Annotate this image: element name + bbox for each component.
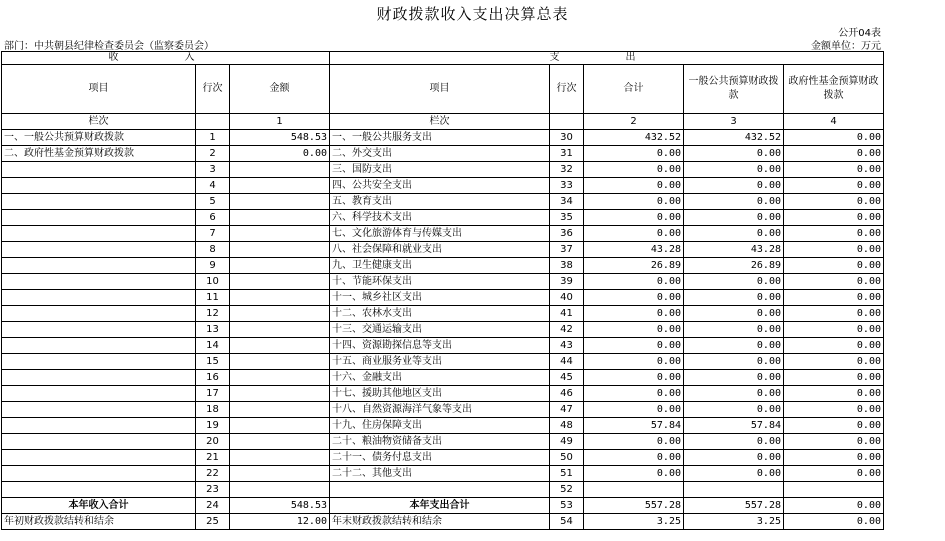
- income-item-cell: [2, 226, 196, 242]
- expense-item-cell: 十一、城乡社区支出: [330, 290, 550, 306]
- expense-item-cell: 五、教育支出: [330, 194, 550, 210]
- table-row: [2, 290, 884, 306]
- income-line-cell: 21: [196, 450, 230, 466]
- income-line-cell: 23: [196, 482, 230, 498]
- department-label: 部门：中共朝县纪律检查委员会（监察委员会）: [4, 41, 214, 52]
- total-cell: 0.00: [584, 290, 684, 306]
- total-cell: 3.25: [584, 514, 684, 530]
- total-cell: 0.00: [584, 354, 684, 370]
- total-cell: 0.00: [584, 338, 684, 354]
- expense-line-cell: 53: [550, 498, 584, 514]
- income-item-cell: [2, 450, 196, 466]
- income-amount-cell: [230, 258, 330, 274]
- income-item-cell: [2, 434, 196, 450]
- general-budget-cell: 3.25: [684, 514, 784, 530]
- gov-fund-cell: 0.00: [784, 402, 884, 418]
- income-line-cell: 13: [196, 322, 230, 338]
- table-row: [2, 354, 884, 370]
- expense-line-cell: 38: [550, 258, 584, 274]
- income-line-cell: 17: [196, 386, 230, 402]
- table-row: [2, 402, 884, 418]
- income-item-cell: 一、一般公共预算财政拨款: [2, 130, 196, 146]
- income-item-cell: [2, 290, 196, 306]
- expense-line-cell: 40: [550, 290, 584, 306]
- income-amount-cell: [230, 402, 330, 418]
- expense-item-cell: 十二、农林水支出: [330, 306, 550, 322]
- income-line-cell: 12: [196, 306, 230, 322]
- income-amount-index: 1: [230, 114, 330, 130]
- table-row: [2, 338, 884, 354]
- gov-fund-cell: 0.00: [784, 386, 884, 402]
- income-amount-cell: [230, 274, 330, 290]
- expense-item-cell: 十八、自然资源海洋气象等支出: [330, 402, 550, 418]
- income-item-cell: [2, 370, 196, 386]
- total-cell: 557.28: [584, 498, 684, 514]
- gov-fund-cell: 0.00: [784, 498, 884, 514]
- table-row: [2, 226, 884, 242]
- column-index-row: [2, 114, 884, 130]
- income-line-cell: 6: [196, 210, 230, 226]
- expense-line-cell: 34: [550, 194, 584, 210]
- income-line-cell: 8: [196, 242, 230, 258]
- general-budget-cell: 0.00: [684, 146, 784, 162]
- total-cell: 432.52: [584, 130, 684, 146]
- general-budget-cell: 432.52: [684, 130, 784, 146]
- income-line-cell: 15: [196, 354, 230, 370]
- income-section-header: 收 入: [2, 52, 330, 65]
- income-column-label: 栏次: [2, 114, 196, 130]
- table-row: [2, 450, 884, 466]
- total-cell: 0.00: [584, 226, 684, 242]
- income-amount-cell: [230, 354, 330, 370]
- total-cell: 0.00: [584, 370, 684, 386]
- income-item-cell: [2, 322, 196, 338]
- expense-item-cell: 十七、援助其他地区支出: [330, 386, 550, 402]
- general-budget-cell: 0.00: [684, 322, 784, 338]
- unit-label: 金额单位：万元: [811, 41, 881, 52]
- income-amount-cell: [230, 178, 330, 194]
- gov-fund-cell: 0.00: [784, 306, 884, 322]
- expense-line-cell: 30: [550, 130, 584, 146]
- fiscal-summary-table: [1, 51, 884, 530]
- report-title: 财政拨款收入支出决算总表: [376, 5, 569, 23]
- income-amount-cell: [230, 338, 330, 354]
- gov-fund-cell: 0.00: [784, 338, 884, 354]
- income-item-cell: [2, 466, 196, 482]
- expense-item-cell: 二十、粮油物资储备支出: [330, 434, 550, 450]
- income-amount-cell: 548.53: [230, 498, 330, 514]
- income-line-cell: 16: [196, 370, 230, 386]
- expense-item-cell: 十五、商业服务业等支出: [330, 354, 550, 370]
- carryover-row: [2, 514, 884, 530]
- total-cell: 0.00: [584, 434, 684, 450]
- income-item-cell: 年初财政拨款结转和结余: [2, 514, 196, 530]
- expense-item-cell: 八、社会保障和就业支出: [330, 242, 550, 258]
- expense-line-cell: 50: [550, 450, 584, 466]
- income-amount-cell: [230, 322, 330, 338]
- expense-item-cell: [330, 482, 550, 498]
- expense-column-label: 栏次: [330, 114, 550, 130]
- gov-fund-cell: 0.00: [784, 370, 884, 386]
- income-line-cell: 2: [196, 146, 230, 162]
- expense-item-cell: 十三、交通运输支出: [330, 322, 550, 338]
- income-amount-cell: [230, 418, 330, 434]
- gov-fund-cell: 0.00: [784, 466, 884, 482]
- income-amount-cell: [230, 482, 330, 498]
- gov-fund-index: 4: [784, 114, 884, 130]
- expense-item-cell: 本年支出合计: [330, 498, 550, 514]
- income-item-cell: [2, 178, 196, 194]
- income-item-cell: [2, 210, 196, 226]
- table-row: [2, 146, 884, 162]
- section-header-row: [2, 52, 884, 65]
- table-row: [2, 162, 884, 178]
- table-row: [2, 130, 884, 146]
- expense-line-index: [550, 114, 584, 130]
- table-row: [2, 194, 884, 210]
- expense-item-cell: 十六、金融支出: [330, 370, 550, 386]
- general-budget-cell: 0.00: [684, 162, 784, 178]
- income-item-cell: [2, 482, 196, 498]
- income-amount-cell: [230, 242, 330, 258]
- expense-item-cell: 十、节能环保支出: [330, 274, 550, 290]
- table-row: [2, 242, 884, 258]
- expense-item-cell: 十九、住房保障支出: [330, 418, 550, 434]
- general-budget-cell: 57.84: [684, 418, 784, 434]
- expense-line-cell: 46: [550, 386, 584, 402]
- income-line-cell: 3: [196, 162, 230, 178]
- table-row: [2, 258, 884, 274]
- table-row: [2, 322, 884, 338]
- general-budget-cell: 0.00: [684, 194, 784, 210]
- income-item-cell: 本年收入合计: [2, 498, 196, 514]
- column-header-row: [2, 65, 884, 114]
- expense-line-cell: 47: [550, 402, 584, 418]
- expense-line-cell: 42: [550, 322, 584, 338]
- gov-fund-cell: 0.00: [784, 354, 884, 370]
- total-header: 合计: [584, 65, 684, 114]
- expense-line-cell: 48: [550, 418, 584, 434]
- expense-line-cell: 32: [550, 162, 584, 178]
- expense-line-cell: 45: [550, 370, 584, 386]
- income-item-cell: [2, 338, 196, 354]
- income-amount-cell: [230, 162, 330, 178]
- income-item-cell: [2, 354, 196, 370]
- income-amount-cell: [230, 386, 330, 402]
- income-amount-cell: [230, 434, 330, 450]
- expense-section-header: 支 出: [330, 52, 884, 65]
- general-budget-cell: 0.00: [684, 466, 784, 482]
- general-budget-header: 一般公共预算财政拨款: [684, 65, 784, 114]
- general-budget-cell: 0.00: [684, 210, 784, 226]
- expense-item-cell: 二十二、其他支出: [330, 466, 550, 482]
- total-cell: 0.00: [584, 162, 684, 178]
- form-number: 公开04表: [838, 28, 881, 39]
- expense-item-header: 项目: [330, 65, 550, 114]
- income-amount-cell: 12.00: [230, 514, 330, 530]
- general-budget-cell: 0.00: [684, 274, 784, 290]
- total-cell: 0.00: [584, 450, 684, 466]
- income-line-cell: 10: [196, 274, 230, 290]
- income-item-cell: [2, 274, 196, 290]
- general-budget-cell: 0.00: [684, 370, 784, 386]
- income-item-header: 项目: [2, 65, 196, 114]
- general-budget-cell: 0.00: [684, 434, 784, 450]
- gov-fund-cell: 0.00: [784, 434, 884, 450]
- expense-item-cell: 六、科学技术支出: [330, 210, 550, 226]
- expense-item-cell: 二十一、债务付息支出: [330, 450, 550, 466]
- income-line-header: 行次: [196, 65, 230, 114]
- total-cell: 0.00: [584, 274, 684, 290]
- table-row: [2, 386, 884, 402]
- income-line-cell: 9: [196, 258, 230, 274]
- total-cell: 57.84: [584, 418, 684, 434]
- income-line-cell: 20: [196, 434, 230, 450]
- income-line-cell: 25: [196, 514, 230, 530]
- table-row: [2, 418, 884, 434]
- table-row: [2, 370, 884, 386]
- expense-line-header: 行次: [550, 65, 584, 114]
- expense-line-cell: 49: [550, 434, 584, 450]
- income-line-cell: 11: [196, 290, 230, 306]
- income-amount-cell: [230, 194, 330, 210]
- income-item-cell: [2, 402, 196, 418]
- income-item-cell: [2, 386, 196, 402]
- table-row: [2, 274, 884, 290]
- income-line-cell: 22: [196, 466, 230, 482]
- income-line-cell: 4: [196, 178, 230, 194]
- total-cell: 0.00: [584, 402, 684, 418]
- income-line-cell: 19: [196, 418, 230, 434]
- gov-fund-cell: 0.00: [784, 242, 884, 258]
- gov-fund-cell: 0.00: [784, 210, 884, 226]
- general-budget-cell: 0.00: [684, 226, 784, 242]
- expense-line-cell: 36: [550, 226, 584, 242]
- income-item-cell: [2, 162, 196, 178]
- income-line-cell: 1: [196, 130, 230, 146]
- expense-line-cell: 41: [550, 306, 584, 322]
- expense-item-cell: 一、一般公共服务支出: [330, 130, 550, 146]
- total-cell: [584, 482, 684, 498]
- general-budget-cell: 0.00: [684, 402, 784, 418]
- total-cell: 0.00: [584, 306, 684, 322]
- table-row: [2, 178, 884, 194]
- income-amount-cell: 0.00: [230, 146, 330, 162]
- income-amount-cell: [230, 450, 330, 466]
- general-budget-cell: 43.28: [684, 242, 784, 258]
- table-row: [2, 210, 884, 226]
- general-budget-cell: 0.00: [684, 178, 784, 194]
- income-item-cell: [2, 194, 196, 210]
- expense-line-cell: 51: [550, 466, 584, 482]
- income-item-cell: 二、政府性基金预算财政拨款: [2, 146, 196, 162]
- income-amount-cell: [230, 210, 330, 226]
- gov-fund-cell: 0.00: [784, 450, 884, 466]
- total-cell: 0.00: [584, 322, 684, 338]
- income-line-cell: 18: [196, 402, 230, 418]
- income-line-cell: 5: [196, 194, 230, 210]
- total-cell: 0.00: [584, 466, 684, 482]
- income-amount-cell: [230, 466, 330, 482]
- total-cell: 26.89: [584, 258, 684, 274]
- gov-fund-budget-header: 政府性基金预算财政拨款: [784, 65, 884, 114]
- table-row: [2, 434, 884, 450]
- total-index: 2: [584, 114, 684, 130]
- gov-fund-cell: 0.00: [784, 178, 884, 194]
- expense-item-cell: 九、卫生健康支出: [330, 258, 550, 274]
- expense-line-cell: 33: [550, 178, 584, 194]
- expense-line-cell: 43: [550, 338, 584, 354]
- expense-item-cell: 七、文化旅游体育与传媒支出: [330, 226, 550, 242]
- general-budget-cell: 26.89: [684, 258, 784, 274]
- gov-fund-cell: 0.00: [784, 290, 884, 306]
- expense-line-cell: 31: [550, 146, 584, 162]
- table-row: [2, 306, 884, 322]
- income-line-cell: 14: [196, 338, 230, 354]
- expense-item-cell: 二、外交支出: [330, 146, 550, 162]
- income-line-cell: 24: [196, 498, 230, 514]
- expense-item-cell: 年末财政拨款结转和结余: [330, 514, 550, 530]
- general-budget-cell: 557.28: [684, 498, 784, 514]
- table-row: [2, 466, 884, 482]
- income-item-cell: [2, 418, 196, 434]
- gov-fund-cell: 0.00: [784, 194, 884, 210]
- gov-fund-cell: 0.00: [784, 162, 884, 178]
- gov-fund-cell: 0.00: [784, 226, 884, 242]
- income-item-cell: [2, 258, 196, 274]
- expense-item-cell: 十四、资源勘探信息等支出: [330, 338, 550, 354]
- general-budget-cell: 0.00: [684, 386, 784, 402]
- general-budget-cell: 0.00: [684, 338, 784, 354]
- gov-fund-cell: [784, 482, 884, 498]
- income-line-index: [196, 114, 230, 130]
- gov-fund-cell: 0.00: [784, 130, 884, 146]
- general-budget-cell: 0.00: [684, 354, 784, 370]
- expense-line-cell: 35: [550, 210, 584, 226]
- income-line-cell: 7: [196, 226, 230, 242]
- expense-line-cell: 39: [550, 274, 584, 290]
- income-amount-header: 金额: [230, 65, 330, 114]
- general-budget-index: 3: [684, 114, 784, 130]
- total-cell: 0.00: [584, 386, 684, 402]
- income-amount-cell: [230, 306, 330, 322]
- gov-fund-cell: 0.00: [784, 514, 884, 530]
- total-cell: 0.00: [584, 178, 684, 194]
- gov-fund-cell: 0.00: [784, 274, 884, 290]
- expense-item-cell: 三、国防支出: [330, 162, 550, 178]
- gov-fund-cell: 0.00: [784, 418, 884, 434]
- expense-item-cell: 四、公共安全支出: [330, 178, 550, 194]
- total-cell: 0.00: [584, 210, 684, 226]
- general-budget-cell: 0.00: [684, 450, 784, 466]
- totals-row: [2, 498, 884, 514]
- table-row: [2, 482, 884, 498]
- gov-fund-cell: 0.00: [784, 258, 884, 274]
- income-item-cell: [2, 306, 196, 322]
- expense-line-cell: 54: [550, 514, 584, 530]
- expense-line-cell: 37: [550, 242, 584, 258]
- gov-fund-cell: 0.00: [784, 322, 884, 338]
- expense-line-cell: 44: [550, 354, 584, 370]
- total-cell: 0.00: [584, 146, 684, 162]
- gov-fund-cell: 0.00: [784, 146, 884, 162]
- income-amount-cell: [230, 370, 330, 386]
- total-cell: 0.00: [584, 194, 684, 210]
- expense-line-cell: 52: [550, 482, 584, 498]
- general-budget-cell: 0.00: [684, 290, 784, 306]
- income-amount-cell: 548.53: [230, 130, 330, 146]
- income-amount-cell: [230, 290, 330, 306]
- general-budget-cell: [684, 482, 784, 498]
- income-item-cell: [2, 242, 196, 258]
- general-budget-cell: 0.00: [684, 306, 784, 322]
- total-cell: 43.28: [584, 242, 684, 258]
- income-amount-cell: [230, 226, 330, 242]
